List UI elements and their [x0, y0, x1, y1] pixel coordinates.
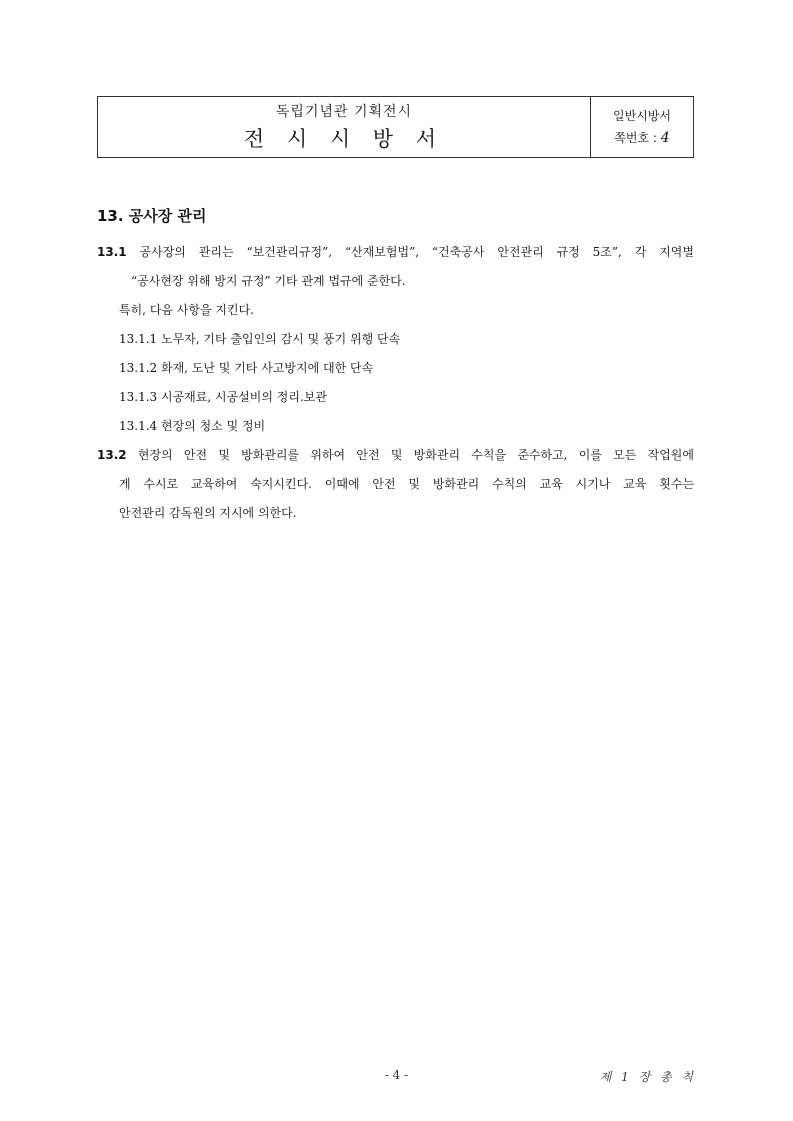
- list-item: 13.1.2 화재, 도난 및 기타 사고방지에 대한 단속: [119, 361, 374, 375]
- clause-text: 공사장의 관리는 “보건관리규정”, “산재보험법”, “건축공사 안전관리 규정 5조”, 각 지역별: [139, 245, 694, 259]
- paragraph-13-1-line-1: [97, 243, 694, 260]
- footer-chapter: 제 1 장 총 칙: [599, 1070, 696, 1084]
- page-number-label: 쪽번호 :: [614, 131, 657, 145]
- paragraph-13-1-line-2: “공사현장 위해 방지 규정” 기타 관계 법규에 준한다.: [131, 274, 406, 288]
- header-title-cell: [98, 97, 591, 157]
- spec-type-label: 일반시방서: [613, 109, 671, 123]
- paragraph-13-2-line-2: 게 수시로 교육하여 숙지시킨다. 이때에 안전 및 방화관리 수칙의 교육 시기나 교육 횟수는: [119, 477, 694, 491]
- list-item: 13.1.3 시공재료, 시공설비의 정리.보관: [119, 390, 327, 404]
- note-text: 특히, 다음 사항을 지킨다.: [119, 303, 254, 317]
- header-side-cell: [591, 97, 693, 157]
- header-subtitle: 독립기념관 기획전시: [275, 104, 413, 120]
- document-header: [97, 96, 694, 158]
- section-title: 13. 공사장 관리: [97, 207, 207, 225]
- list-item: 13.1.1 노무자, 기타 출입인의 감시 및 풍기 위행 단속: [119, 332, 401, 346]
- header-title: 전 시 시 방 서: [243, 127, 445, 151]
- paragraph-13-2-line-1: [97, 446, 694, 463]
- paragraph-13-2-line-3: 안전관리 감독원의 지시에 의한다.: [119, 506, 297, 520]
- footer-page-number: - 4 -: [384, 1068, 409, 1082]
- clause-number: 13.1: [97, 245, 127, 259]
- clause-number: 13.2: [97, 448, 127, 462]
- page-number-field: [614, 127, 669, 149]
- clause-text: 현장의 안전 및 방화관리를 위하여 안전 및 방화관리 수칙을 준수하고, 이를 모든 작업원에: [137, 448, 694, 462]
- page-number-value: 4: [660, 130, 670, 146]
- list-item: 13.1.4 현장의 청소 및 정비: [119, 419, 266, 433]
